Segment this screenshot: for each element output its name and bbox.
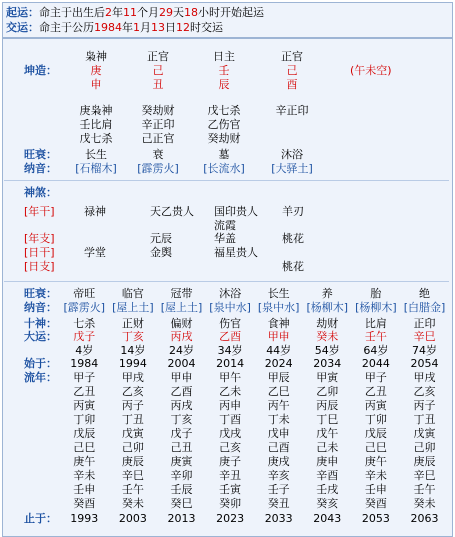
pillar-canggan: 辛正印 <box>141 118 175 131</box>
dayun-age: 34岁 <box>217 344 243 357</box>
dayun-end-year: 2023 <box>216 512 245 525</box>
liunian-item: 乙卯 <box>316 385 339 398</box>
liunian-item: 甲辰 <box>267 371 290 384</box>
liunian-item: 庚午 <box>73 455 96 468</box>
dayun-shishen: 偏财 <box>170 317 193 330</box>
dayun-shishen-label: 十神： <box>24 317 57 330</box>
liunian-item: 戊子 <box>170 427 193 440</box>
liunian-item: 丙申 <box>219 399 242 412</box>
pillar-canggan: 庚枭神 <box>79 104 113 117</box>
liunian-item: 丙戌 <box>170 399 193 412</box>
date-value: 11 <box>123 6 137 19</box>
shensha-row-label: [年干] <box>24 205 55 218</box>
dayun-start-year: 2004 <box>167 357 196 370</box>
liunian-item: 壬申 <box>364 483 387 496</box>
date-value: 1984 <box>94 21 122 34</box>
kongwang-text: (午未空) <box>350 64 392 77</box>
pillar-shishen: 枭神 <box>85 50 107 63</box>
dayun-nayin: [泉中水] <box>257 301 300 314</box>
shensha-item: 学堂 <box>84 246 106 259</box>
shensha-row-label: [日干] <box>24 246 55 259</box>
dayun-age: 14岁 <box>120 344 146 357</box>
dayun-shishen: 劫财 <box>316 317 339 330</box>
date-value: 1 <box>133 21 140 34</box>
dayun-pillar: 丙戌 <box>170 330 193 343</box>
liunian-item: 癸巳 <box>170 497 193 510</box>
liunian-label: 流年： <box>24 371 57 384</box>
pillar-zhi: 辰 <box>218 78 230 91</box>
dayun-nayin: [屋上土] <box>112 301 154 314</box>
liunian-item: 辛未 <box>73 469 96 482</box>
date-value: 2 <box>105 6 112 19</box>
dayun-shishen: 食神 <box>267 317 290 330</box>
dayun-nayin: [泉中水] <box>209 301 251 314</box>
liunian-item: 丙午 <box>267 399 290 412</box>
shensha-item: 禄神 <box>84 205 106 218</box>
dayun-pillar: 甲申 <box>267 330 290 343</box>
date-text: 年 <box>122 21 133 34</box>
pillar-gan: 壬 <box>218 64 230 77</box>
pillar-gan: 己 <box>286 64 298 77</box>
liunian-item: 癸亥 <box>316 497 339 510</box>
liunian-item: 辛巳 <box>413 469 436 482</box>
dayun-nayin: [屋上土] <box>160 301 203 314</box>
divider <box>4 281 449 282</box>
liunian-item: 壬午 <box>121 483 144 496</box>
date-text: 年 <box>112 6 123 19</box>
liunian-item: 己亥 <box>219 441 242 454</box>
liunian-item: 戊辰 <box>73 427 96 440</box>
dayun-start-year: 2024 <box>264 357 293 370</box>
dayun-end-year: 2033 <box>264 512 293 525</box>
liunian-item: 癸未 <box>121 497 144 510</box>
date-text: 命主于出生后 <box>39 6 105 19</box>
shensha-item: 桃花 <box>282 260 304 273</box>
liunian-item: 癸未 <box>413 497 436 510</box>
pillar-nayin: [石榴木] <box>75 162 117 175</box>
liunian-item: 乙亥 <box>413 385 436 398</box>
liunian-item: 丙寅 <box>364 399 387 412</box>
liunian-item: 辛酉 <box>316 469 339 482</box>
liunian-item: 己酉 <box>267 441 290 454</box>
dayun-wangshuai: 长生 <box>267 287 290 300</box>
liunian-item: 庚子 <box>219 455 242 468</box>
qiyun-row <box>6 6 264 19</box>
date-text: 小时开始起运 <box>198 6 264 19</box>
dayun-shishen: 比肩 <box>364 317 387 330</box>
pillar-gan: 己 <box>152 64 164 77</box>
dayun-pillar: 乙酉 <box>219 330 242 343</box>
date-value: 12 <box>176 21 190 34</box>
liunian-item: 己巳 <box>364 441 387 454</box>
shensha-item: 元辰 <box>150 232 172 245</box>
liunian-item: 甲戌 <box>413 371 436 384</box>
dayun-shishen: 七杀 <box>73 317 96 330</box>
dayun-start-year: 1984 <box>70 357 99 370</box>
liunian-item: 丁未 <box>267 413 290 426</box>
liunian-item: 庚辰 <box>121 455 144 468</box>
dayun-wangshuai-label: 旺衰： <box>24 287 57 300</box>
liunian-item: 戊戌 <box>219 427 242 440</box>
pillar-canggan: 癸劫财 <box>207 132 241 145</box>
qiyun-text <box>39 6 264 19</box>
dayun-wangshuai: 沐浴 <box>219 287 242 300</box>
liunian-item: 癸卯 <box>219 497 242 510</box>
dayun-end-year: 2043 <box>313 512 342 525</box>
liunian-item: 丙子 <box>413 399 436 412</box>
shensha-item: 福星贵人 <box>214 246 258 259</box>
liunian-item: 己丑 <box>170 441 193 454</box>
liunian-item: 戊申 <box>267 427 290 440</box>
pillar-wangshuai: 衰 <box>152 148 164 161</box>
dayun-nayin: [白腊金] <box>403 301 446 314</box>
liunian-item: 丁卯 <box>364 413 387 426</box>
liunian-item: 己未 <box>316 441 339 454</box>
pillar-shishen: 正官 <box>281 50 303 63</box>
shensha-row-label: [年支] <box>24 232 55 245</box>
shensha-item: 桃花 <box>282 232 304 245</box>
shensha-item: 国印贵人 <box>214 205 258 218</box>
dayun-start-year: 2034 <box>313 357 342 370</box>
liunian-item: 乙丑 <box>73 385 96 398</box>
pillar-wangshuai: 长生 <box>85 148 107 161</box>
dayun-nayin-label: 纳音： <box>24 301 57 314</box>
liunian-item: 癸丑 <box>267 497 290 510</box>
date-text: 时交运 <box>190 21 223 34</box>
liunian-item: 庚辰 <box>413 455 436 468</box>
liunian-item: 甲申 <box>170 371 193 384</box>
liunian-item: 丁亥 <box>170 413 193 426</box>
liunian-item: 壬辰 <box>170 483 193 496</box>
dayun-wangshuai: 养 <box>321 287 333 300</box>
liunian-item: 壬申 <box>73 483 96 496</box>
liunian-item: 甲戌 <box>121 371 144 384</box>
dayun-nayin: [杨柳木] <box>355 301 397 314</box>
liunian-item: 辛亥 <box>267 469 290 482</box>
liunian-item: 丁丑 <box>413 413 436 426</box>
liunian-item: 丙辰 <box>316 399 339 412</box>
liunian-item: 庚戌 <box>267 455 290 468</box>
dayun-end-label: 止于： <box>24 512 57 525</box>
date-text: 月 <box>140 21 151 34</box>
dayun-start-year: 1994 <box>118 357 147 370</box>
liunian-item: 辛巳 <box>121 469 144 482</box>
liunian-item: 戊午 <box>316 427 339 440</box>
liunian-item: 壬戌 <box>316 483 339 496</box>
dayun-end-year: 1993 <box>70 512 99 525</box>
dayun-shishen: 正印 <box>413 317 436 330</box>
pillar-gan: 庚 <box>90 64 102 77</box>
liunian-item: 乙酉 <box>170 385 193 398</box>
dayun-wangshuai: 胎 <box>370 287 382 300</box>
dayun-start-label: 始于： <box>24 357 57 370</box>
pillar-nayin: [大驿土] <box>271 162 313 175</box>
liunian-item: 辛未 <box>364 469 387 482</box>
shensha-item: 天乙贵人 <box>150 205 194 218</box>
jiaoyun-label: 交运： <box>6 21 39 34</box>
jiaoyun-row <box>6 21 223 34</box>
dayun-end-year: 2003 <box>118 512 147 525</box>
liunian-item: 辛丑 <box>219 469 242 482</box>
pillar-shishen: 日主 <box>213 50 235 63</box>
dayun-nayin: [杨柳木] <box>306 301 349 314</box>
liunian-item: 丁巳 <box>316 413 339 426</box>
liunian-item: 癸酉 <box>364 497 387 510</box>
dayun-label: 大运： <box>24 330 57 343</box>
pillar-zhi: 丑 <box>152 78 164 91</box>
liunian-item: 乙丑 <box>364 385 387 398</box>
dayun-shishen: 伤官 <box>219 317 242 330</box>
liunian-item: 乙未 <box>219 385 242 398</box>
dayun-age: 54岁 <box>314 344 340 357</box>
pillar-canggan: 戊七杀 <box>79 132 113 145</box>
dayun-wangshuai: 临官 <box>121 287 144 300</box>
qiyun-label: 起运： <box>6 6 39 19</box>
pillar-shishen: 正官 <box>147 50 169 63</box>
liunian-item: 丙子 <box>121 399 144 412</box>
jiaoyun-text <box>39 21 223 34</box>
liunian-item: 壬寅 <box>219 483 242 496</box>
date-value: 29 <box>159 6 173 19</box>
date-text: 日 <box>165 21 176 34</box>
date-value: 18 <box>184 6 198 19</box>
shensha-item: 华盖 <box>214 232 236 245</box>
liunian-item: 甲午 <box>219 371 242 384</box>
shensha-row-label: [日支] <box>24 260 55 273</box>
pillar-nayin: [长流水] <box>203 162 245 175</box>
shensha-item: 金舆 <box>150 246 172 259</box>
date-text: 命主于公历 <box>39 21 94 34</box>
dayun-shishen: 正财 <box>121 317 144 330</box>
liunian-item: 己巳 <box>73 441 96 454</box>
date-text: 天 <box>173 6 184 19</box>
dayun-age: 64岁 <box>363 344 389 357</box>
liunian-item: 戊寅 <box>413 427 436 440</box>
dayun-start-year: 2054 <box>410 357 439 370</box>
liunian-item: 壬子 <box>267 483 290 496</box>
dayun-wangshuai: 帝旺 <box>73 287 96 300</box>
liunian-item: 甲子 <box>73 371 96 384</box>
dayun-wangshuai: 冠带 <box>170 287 193 300</box>
pillar-wangshuai: 沐浴 <box>281 148 303 161</box>
pillar-canggan: 癸劫财 <box>141 104 175 117</box>
liunian-item: 乙巳 <box>267 385 290 398</box>
pillar-canggan: 戊七杀 <box>207 104 241 117</box>
liunian-item: 乙亥 <box>121 385 144 398</box>
dayun-start-year: 2044 <box>361 357 390 370</box>
qiankun-label: 坤造： <box>24 64 57 77</box>
liunian-item: 庚寅 <box>170 455 193 468</box>
liunian-item: 己卯 <box>413 441 436 454</box>
dayun-age: 4岁 <box>75 344 94 357</box>
date-text: 个月 <box>137 6 159 19</box>
dayun-end-year: 2053 <box>361 512 390 525</box>
shensha-item: 羊刃 <box>282 205 304 218</box>
liunian-item: 丁卯 <box>73 413 96 426</box>
liunian-item: 庚午 <box>364 455 387 468</box>
pillar-zhi: 酉 <box>286 78 298 91</box>
liunian-item: 癸酉 <box>73 497 96 510</box>
nayin-label: 纳音： <box>24 162 57 175</box>
liunian-item: 丁丑 <box>121 413 144 426</box>
liunian-item: 甲寅 <box>316 371 339 384</box>
dayun-pillar: 癸未 <box>316 330 339 343</box>
pillar-zhi: 申 <box>90 78 102 91</box>
pillar-canggan: 辛正印 <box>275 104 309 117</box>
liunian-item: 丙寅 <box>73 399 96 412</box>
divider <box>4 180 449 181</box>
pillar-wangshuai: 墓 <box>218 148 230 161</box>
liunian-item: 戊辰 <box>364 427 387 440</box>
liunian-item: 戊寅 <box>121 427 144 440</box>
pillar-canggan: 己正官 <box>141 132 175 145</box>
dayun-pillar: 壬午 <box>364 330 387 343</box>
dayun-age: 24岁 <box>168 344 194 357</box>
dayun-pillar: 戊子 <box>73 330 96 343</box>
dayun-start-year: 2014 <box>216 357 245 370</box>
dayun-end-year: 2063 <box>410 512 439 525</box>
pillar-canggan: 壬比肩 <box>79 118 113 131</box>
dayun-pillar: 丁亥 <box>121 330 144 343</box>
wangshuai-label: 旺衰： <box>24 148 57 161</box>
dayun-age: 74岁 <box>411 344 437 357</box>
shensha-item: 流霞 <box>214 219 236 232</box>
dayun-end-year: 2013 <box>167 512 196 525</box>
dayun-age: 44岁 <box>266 344 292 357</box>
pillar-nayin: [霹雳火] <box>137 162 179 175</box>
dayun-pillar: 辛巳 <box>413 330 436 343</box>
dayun-nayin: [霹雳火] <box>63 301 106 314</box>
liunian-item: 庚申 <box>316 455 339 468</box>
liunian-item: 壬午 <box>413 483 436 496</box>
liunian-item: 甲子 <box>364 371 387 384</box>
pillar-canggan: 乙伤官 <box>207 118 241 131</box>
date-value: 13 <box>151 21 165 34</box>
liunian-item: 辛卯 <box>170 469 193 482</box>
shensha-title: 神煞： <box>24 186 57 199</box>
dayun-wangshuai: 绝 <box>418 287 430 300</box>
liunian-item: 己卯 <box>121 441 144 454</box>
liunian-item: 丁酉 <box>219 413 242 426</box>
